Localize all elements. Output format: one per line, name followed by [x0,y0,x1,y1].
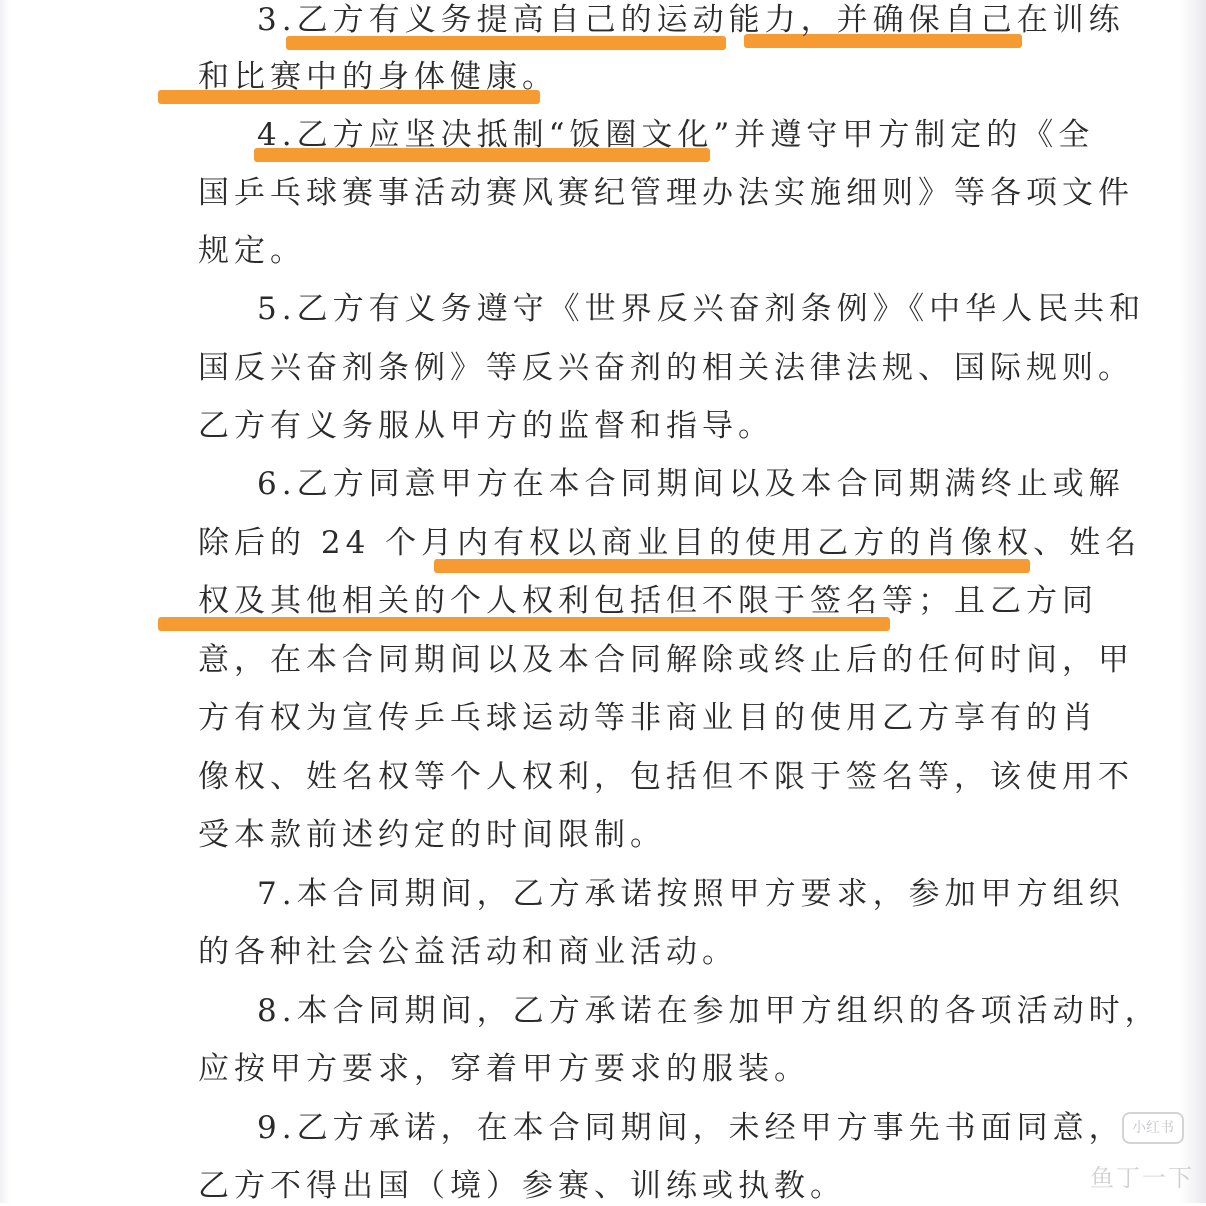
watermark-logo: 小红书 [1122,1112,1184,1144]
doc-line-10: 除后的 24 个月内有权以商业目的使用乙方的肖像权、姓名 [198,525,1142,561]
doc-line-17: 的各种社会公益活动和商业活动。 [198,934,738,970]
doc-line-11: 权及其他相关的个人权利包括但不限于签名等；且乙方同 [198,583,1098,619]
page-edge-right [1180,0,1206,1203]
doc-line-4: 国乒乓球赛事活动赛风赛纪管理办法实施细则》等各项文件 [198,175,1134,211]
doc-line-6: 5.乙方有义务遵守《世界反兴奋剂条例》《中华人民共和 [257,291,1146,327]
doc-line-7: 国反兴奋剂条例》等反兴奋剂的相关法律法规、国际规则。 [198,350,1134,386]
doc-line-15: 受本款前述约定的时间限制。 [198,817,666,853]
page-edge-left [0,0,10,1203]
watermark-text: 鱼丁一下 [1090,1164,1194,1192]
doc-line-8: 乙方有义务服从甲方的监督和指导。 [198,408,774,444]
doc-line-14: 像权、姓名权等个人权利，包括但不限于签名等，该使用不 [198,759,1134,795]
doc-line-13: 方有权为宣传乒乓球运动等非商业目的使用乙方享有的肖 [198,700,1098,736]
doc-line-9: 6.乙方同意甲方在本合同期间以及本合同期满终止或解 [257,466,1125,502]
doc-line-16: 7.本合同期间，乙方承诺按照甲方要求，参加甲方组织 [257,876,1125,912]
doc-line-5: 规定。 [198,233,306,269]
doc-line-20: 9.乙方承诺，在本合同期间，未经甲方事先书面同意， [257,1110,1125,1146]
doc-line-12: 意，在本合同期间以及本合同解除或终止后的任何时间，甲 [198,642,1134,678]
doc-line-21: 乙方不得出国（境）参赛、训练或执教。 [198,1168,846,1204]
doc-line-1: 3.乙方有义务提高自己的运动能力，并确保自己在训练 [257,2,1125,38]
doc-line-19: 应按甲方要求，穿着甲方要求的服装。 [198,1051,810,1087]
doc-line-2: 和比赛中的身体健康。 [198,59,558,95]
doc-line-18: 8.本合同期间，乙方承诺在参加甲方组织的各项活动时， [257,993,1161,1029]
doc-line-3: 4.乙方应坚决抵制“饭圈文化”并遵守甲方制定的《全 [257,117,1095,153]
